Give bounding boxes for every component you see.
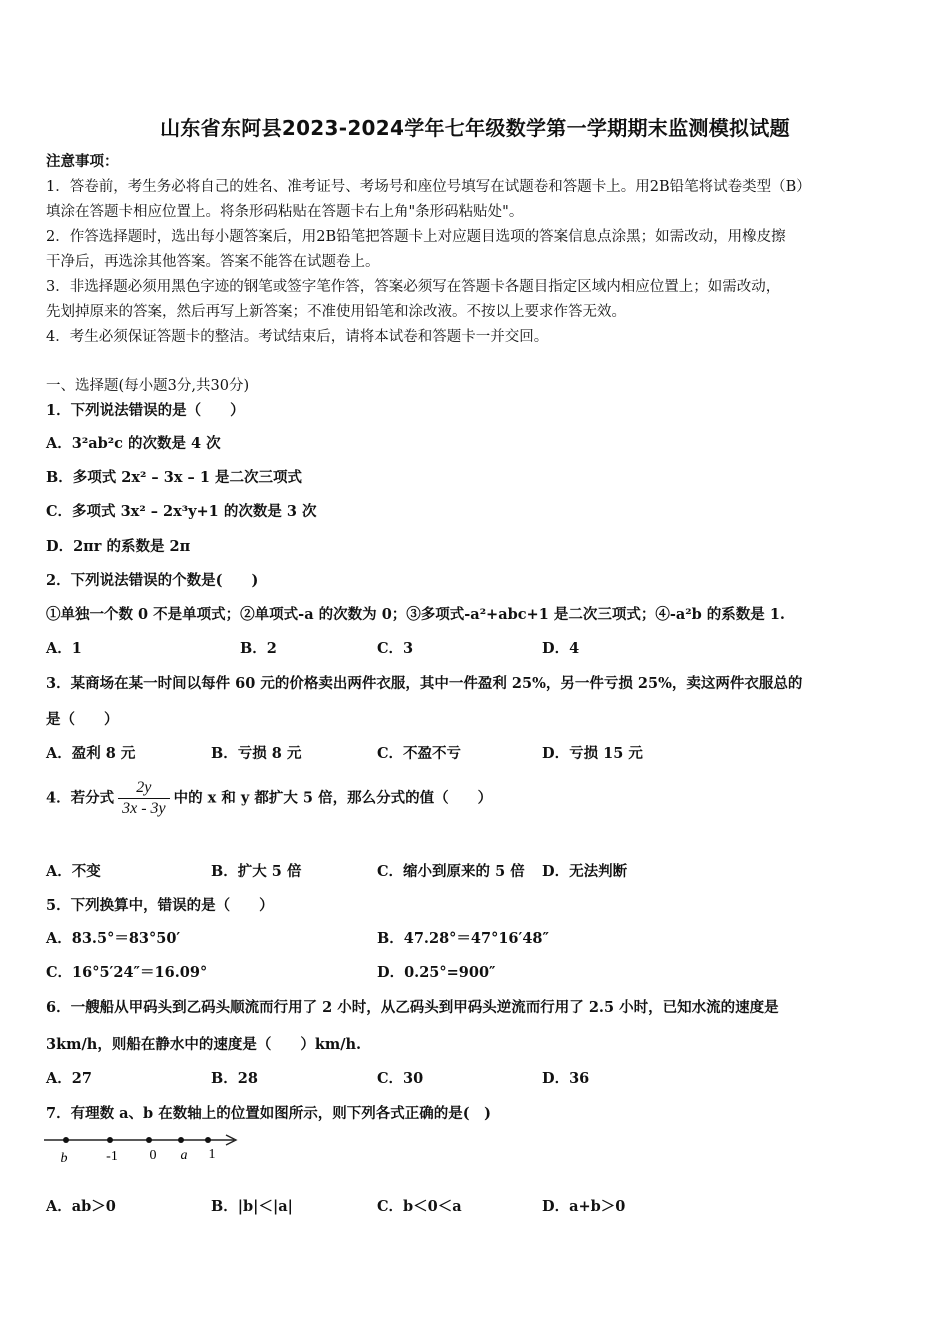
fraction — [118, 778, 170, 819]
q2-option-b: B．2 — [240, 640, 277, 657]
number-line-figure — [40, 1130, 250, 1170]
q2-option-c: C．3 — [377, 640, 414, 657]
question-7-stem: 7．有理数 a、b 在数轴上的位置如图所示，则下列各式正确的是( ) — [46, 1105, 491, 1122]
question-6-stem-cont: 3km/h，则船在静水中的速度是（ ）km/h. — [46, 1036, 362, 1053]
q6-option-a: A．27 — [46, 1070, 92, 1087]
section-heading: 一、选择题(每小题3分,共30分) — [46, 378, 250, 394]
q7-option-c: C．b＜0＜a — [377, 1198, 462, 1215]
q3-option-d: D．亏损 15 元 — [542, 745, 643, 762]
axis-label-zero: 0 — [149, 1148, 157, 1163]
note-line: 4．考生必须保证答题卡的整洁。考试结束后，请将本试卷和答题卡一并交回。 — [46, 329, 549, 345]
question-3-stem-cont: 是（ ） — [46, 711, 119, 728]
q3-option-a: A．盈利 8 元 — [46, 745, 136, 762]
q3-option-b: B．亏损 8 元 — [211, 745, 302, 762]
point-a — [178, 1137, 184, 1143]
axis-label-b: b — [60, 1151, 68, 1166]
q5-option-b: B．47.28°＝47°16′48″ — [377, 930, 549, 947]
notes-heading: 注意事项： — [46, 153, 119, 170]
q2-option-a: A．1 — [46, 640, 82, 657]
fraction-denominator: 3x - 3y — [118, 798, 170, 819]
question-1-stem: 1．下列说法错误的是（ ） — [46, 402, 245, 419]
q4-option-a: A．不变 — [46, 863, 101, 880]
q4-option-c: C．缩小到原来的 5 倍 — [377, 863, 525, 880]
q7-option-a: A．ab＞0 — [46, 1198, 116, 1215]
question-2-body: ①单独一个数 0 不是单项式；②单项式-a 的次数为 0；③多项式-a²+abc+1 是二次三项式；④-a²b 的系数是 1. — [46, 606, 785, 623]
note-line: 干净后，再选涂其他答案。答案不能答在试题卷上。 — [46, 254, 380, 270]
question-2-stem: 2．下列说法错误的个数是( ) — [46, 572, 259, 589]
question-4-stem — [46, 778, 492, 819]
q5-option-c: C．16°5′24″＝16.09° — [46, 964, 208, 981]
q5-option-d: D．0.25°=900″ — [377, 964, 496, 981]
point-minus-one — [107, 1137, 113, 1143]
question-3-stem: 3．某商场在某一时间以每件 60 元的价格卖出两件衣服，其中一件盈利 25%，另一件亏损 25%，卖这两件衣服总的 — [46, 675, 803, 692]
note-line: 填涂在答题卡相应位置上。将条形码粘贴在答题卡右上角"条形码粘贴处"。 — [46, 204, 524, 220]
question-5-stem: 5．下列换算中，错误的是（ ） — [46, 897, 274, 914]
q4-option-d: D．无法判断 — [542, 863, 628, 880]
note-line: 1．答卷前，考生务必将自己的姓名、准考证号、考场号和座位号填写在试题卷和答题卡上。用2B铅笔将试卷类型（B） — [46, 179, 811, 195]
axis-label-one: 1 — [208, 1147, 216, 1162]
q7-option-d: D．a+b＞0 — [542, 1198, 626, 1215]
note-line: 3．非选择题必须用黑色字迹的钢笔或签字笔作答，答案必须写在答题卡各题目指定区域内相应位置上；如需改动， — [46, 279, 781, 295]
note-line: 2．作答选择题时，选出每小题答案后，用2B铅笔把答题卡上对应题目选项的答案信息点涂黑；如需改动，用橡皮擦 — [46, 229, 786, 245]
q1-option-d: D．2πr 的系数是 2π — [46, 538, 191, 555]
point-zero — [146, 1137, 152, 1143]
note-line: 先划掉原来的答案，然后再写上新答案；不准使用铅笔和涂改液。不按以上要求作答无效。 — [46, 304, 626, 320]
axis-label-a: a — [180, 1148, 188, 1163]
q1-option-b: B．多项式 2x² – 3x – 1 是二次三项式 — [46, 469, 302, 486]
q2-option-d: D．4 — [542, 640, 580, 657]
q4-option-b: B．扩大 5 倍 — [211, 863, 302, 880]
q1-option-c: C．多项式 3x² – 2x³y+1 的次数是 3 次 — [46, 503, 317, 520]
q3-option-c: C．不盈不亏 — [377, 745, 462, 762]
q6-option-b: B．28 — [211, 1070, 258, 1087]
fraction-numerator: 2y — [136, 779, 152, 796]
axis-label-minus-one: -1 — [106, 1149, 118, 1164]
point-b — [63, 1137, 69, 1143]
q4-suffix: 中的 x 和 y 都扩大 5 倍，那么分式的值（ ） — [173, 789, 493, 807]
point-one — [205, 1137, 211, 1143]
page-title: 山东省东阿县2023-2024学年七年级数学第一学期期末监测模拟试题 — [160, 116, 790, 140]
q6-option-d: D．36 — [542, 1070, 590, 1087]
q7-option-b: B．|b|＜|a| — [211, 1198, 293, 1215]
q1-option-a: A．3²ab²c 的次数是 4 次 — [46, 435, 221, 452]
q5-option-a: A．83.5°＝83°50′ — [46, 930, 181, 947]
question-6-stem: 6．一艘船从甲码头到乙码头顺流而行用了 2 小时，从乙码头到甲码头逆流而行用了 2.5 小时，已知水流的速度是 — [46, 999, 779, 1016]
q6-option-c: C．30 — [377, 1070, 424, 1087]
q4-prefix: 4．若分式 — [46, 789, 115, 807]
